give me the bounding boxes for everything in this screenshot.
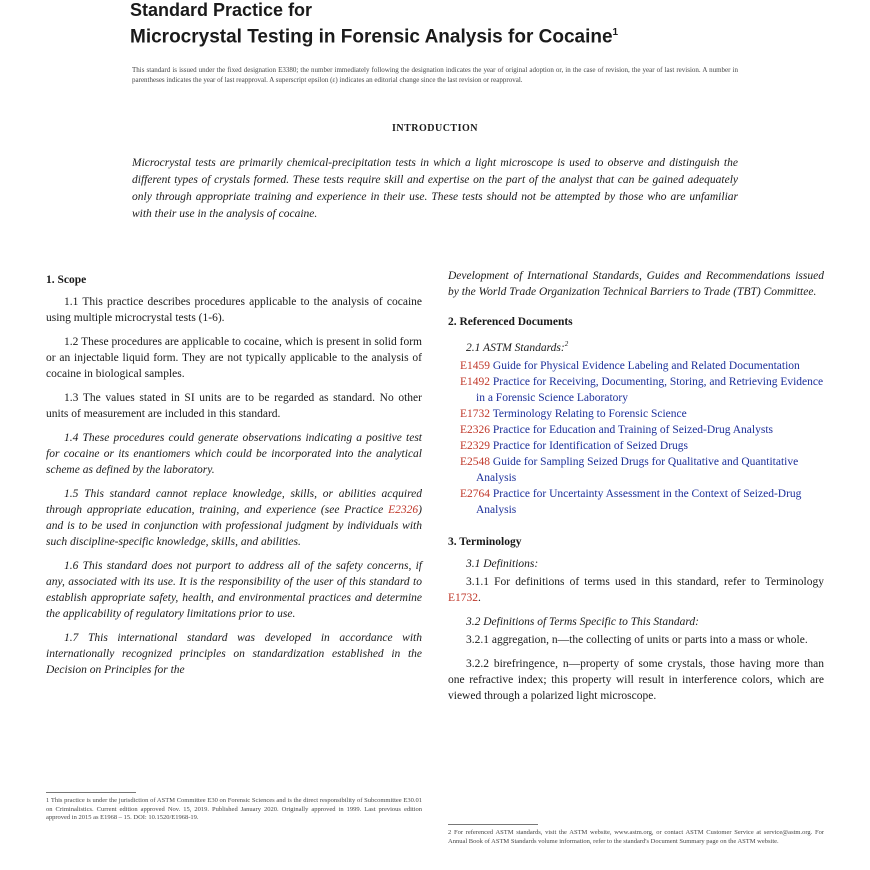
reference-code[interactable]: E2764 — [460, 487, 491, 500]
paragraph-3-2-1: 3.2.1 aggregation, n—the collecting of units or parts into a mass or whole. — [466, 633, 808, 646]
reference-item[interactable] — [448, 486, 824, 518]
reference-code[interactable]: E1732 — [460, 407, 491, 420]
paragraph-3-1: 3.1 Definitions: — [466, 557, 539, 570]
left-column — [46, 272, 422, 686]
reference-title[interactable]: Guide for Sampling Seized Drugs for Qualitative and Quantitative Analysis — [476, 455, 799, 484]
reference-code[interactable]: E2329 — [460, 439, 491, 452]
reference-code[interactable]: E1492 — [460, 375, 491, 388]
paragraph-3-2: 3.2 Definitions of Terms Specific to This Standard: — [466, 615, 699, 628]
paragraph-1-3: 1.3 The values stated in SI units are to be regarded as standard. No other units of measurement are included in this standard. — [46, 392, 422, 420]
scope-heading: 1. Scope — [46, 274, 87, 286]
paragraph-1-5 — [46, 486, 422, 550]
introduction-heading: INTRODUCTION — [391, 123, 478, 134]
paragraph-1-6: 1.6 This standard does not purport to address all of the safety concerns, if any, associated with its use. It is the responsibility of the user of this standard to establish appropriate safety, health, and environmental practices and determine the applicability of regulatory limitations prior to use. — [46, 560, 422, 620]
paragraph-3-2-2: 3.2.2 birefringence, n—property of some crystals, those having more than one refractive index; this property will result in interference colors, which are viewed through a polarized light microscope. — [448, 657, 824, 702]
footnote-1: 1 This practice is under the jurisdiction of ASTM Committee E30 on Forensic Sciences and is the direct responsibility of Subcommittee E30.01 on Criminalistics. Current edition approved Nov. 15, 2019. Published January 2020. Originally approved in 1999. Last previous edition approved in 2015 as E1968 – 15. DOI: 10.1520/E1968-19. — [46, 797, 422, 821]
paragraph-1-4: 1.4 These procedures could generate observations indicating a positive test for cocaine or its enantiomers which could be incorporated into the analytical scheme as defined by the laboratory. — [46, 432, 422, 476]
title-line-2 — [130, 22, 618, 48]
reference-item[interactable] — [448, 358, 824, 374]
title-footnote-marker: 1 — [612, 27, 619, 38]
reference-title[interactable]: Terminology Relating to Forensic Science — [492, 407, 687, 420]
paragraph-3-1-1: 3.1.1 For definitions of terms used in this standard, refer to Terminology E1732. — [448, 575, 824, 604]
astm-footnote-marker: 2 — [564, 340, 569, 348]
reference-code[interactable]: E1459 — [460, 359, 491, 372]
astm-standards-label — [448, 336, 824, 356]
paragraph-1-1: 1.1 This practice describes procedures applicable to the analysis of cocaine using multiple microcrystal tests (1-6). — [46, 296, 422, 324]
paragraph-1-2: 1.2 These procedures are applicable to cocaine, which is present in solid form or an injectable liquid form. They are not typically applicable to the analysis of cocaine in biological samples. — [46, 336, 422, 380]
reference-code[interactable]: E2326 — [460, 423, 491, 436]
link-e2326[interactable]: E2326 — [388, 504, 419, 516]
designation-note: This standard is issued under the fixed designation E3380; the number immediately following the designation indicates the year of original adoption or, in the case of revision, the year of last revision. A number in parentheses indicates the year of last reapproval. A superscript epsilon (ε) indicates an editorial change since the last revision or reapproval. — [132, 66, 738, 84]
reference-item[interactable] — [448, 406, 824, 422]
paragraph-1-7: 1.7 This international standard was developed in accordance with internationally recognized principles on standardization established in the Decision on Principles for the — [46, 632, 422, 676]
reference-title[interactable]: Practice for Education and Training of Seized-Drug Analysts — [492, 423, 773, 436]
reference-item[interactable] — [448, 438, 824, 454]
reference-code[interactable]: E2548 — [460, 455, 491, 468]
title-main: Microcrystal Testing in Forensic Analysis for Cocaine — [130, 26, 613, 48]
reference-title[interactable]: Practice for Identification of Seized Drugs — [492, 439, 689, 452]
footnote-2: 2 For referenced ASTM standards, visit the ASTM website, www.astm.org, or contact ASTM Customer Service at service@astm.org. For Annual Book of ASTM Standards volume information, refer to the standard's Document Summary page on the ASTM website. — [448, 829, 824, 845]
reference-title[interactable]: Guide for Physical Evidence Labeling and Related Documentation — [492, 359, 800, 372]
reference-title[interactable]: Practice for Receiving, Documenting, Storing, and Retrieving Evidence in a Forensic Science Laboratory — [476, 375, 824, 404]
paragraph-1-5-text: 1.5 This standard cannot replace knowledge, skills, or abilities acquired through appropriate education, training, and experience (see Practice — [46, 488, 422, 516]
reference-item[interactable] — [448, 422, 824, 438]
terminology-heading: 3. Terminology — [448, 535, 522, 548]
link-e1732[interactable]: E1732 — [448, 591, 479, 604]
footnote-divider — [448, 824, 538, 825]
reference-item[interactable] — [448, 374, 824, 406]
introduction-text: Microcrystal tests are primarily chemical-precipitation tests in which a light microscope is used to observe and distinguish the different types of crystals formed. These tests require skill and expertise on the part of the analyst that can be gained adequately only through appropriate training and experience in their use. These tests should not be attempted by those who are unfamiliar with their use in the analysis of cocaine. — [132, 157, 738, 220]
astm-standards-text: 2.1 ASTM Standards: — [466, 341, 565, 354]
title-line-1: Standard Practice for — [130, 0, 313, 20]
paragraph-1-5-text-cont: ) and is to be used in conjunction with professional judgment by individuals with such discipline-specific knowledge, skills, and abilities. — [46, 504, 422, 548]
referenced-documents-heading: 2. Referenced Documents — [448, 316, 573, 328]
paragraph-1-7-continued: Development of International Standards, Guides and Recommendations issued by the World Trade Organization Technical Barriers to Trade (TBT) Committee. — [448, 270, 824, 298]
reference-item[interactable] — [448, 454, 824, 486]
reference-title[interactable]: Practice for Uncertainty Assessment in the Context of Seized-Drug Analysis — [476, 487, 802, 516]
right-column — [448, 268, 824, 712]
paragraph-3-1-1-text: 3.1.1 For definitions of terms used in this standard, refer to Terminology — [466, 575, 824, 588]
footnote-divider — [46, 792, 136, 793]
